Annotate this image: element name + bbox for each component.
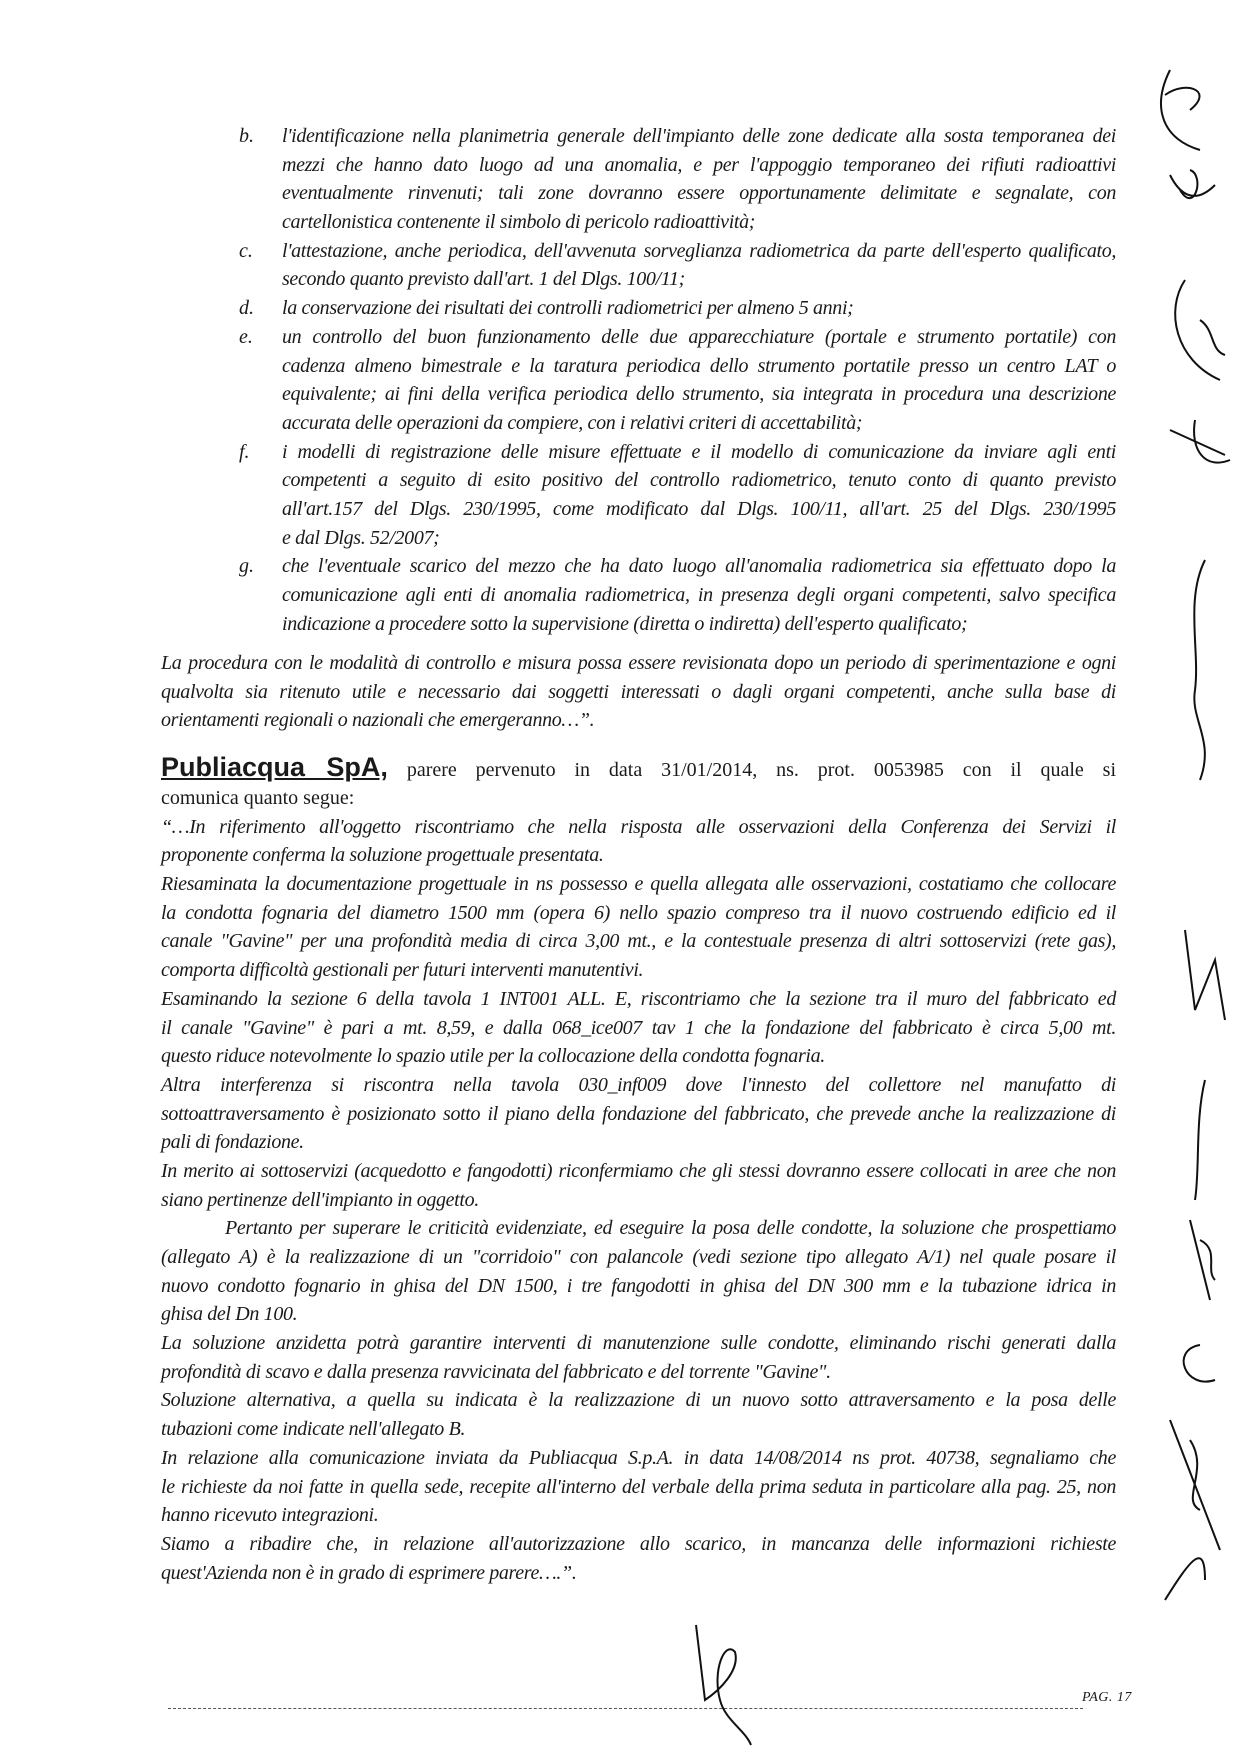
text-line: questo riduce notevolmente lo spazio utile per la collocazione della condotta fognaria.: [161, 1045, 825, 1068]
text-line: orientamenti regionali o nazionali che emergeranno…”.: [161, 709, 595, 732]
text-line: In relazione alla comunicazione inviata da Publiacqua S.p.A. in data 14/08/2014 ns prot. 40738, segnaliamo che: [161, 1446, 1116, 1469]
text-line: che l'eventuale scarico del mezzo che ha dato luogo all'anomalia radiometrica sia effettuato dopo la: [282, 555, 1116, 578]
text-line: Riesaminata la documentazione progettuale in ns possesso e quella allegata alle osservazioni, costatiamo che collocare: [161, 873, 1116, 896]
text-line: comunicazione agli enti di anomalia radiometrica, in presenza degli organi competenti, salvo specifica: [282, 584, 1116, 606]
text-line: secondo quanto previsto dall'art. 1 del Dlgs. 100/11;: [282, 268, 685, 291]
text-line: sottoattraversamento è posizionato sotto il piano della fondazione del fabbricato, che prevede anche la realizzazione di: [161, 1102, 1116, 1125]
text-line: siano pertinenze dell'impianto in oggetto.: [161, 1188, 479, 1211]
list-item-letter: f.: [239, 440, 250, 463]
list-item: [161, 323, 1116, 438]
text-line: accurata delle operazioni da compiere, con i relativi criteri di accettabilità;: [282, 411, 863, 434]
text-line: (allegato A) è la realizzazione di un "corridoio" con palancole (vedi sezione tipo allegato A/1) nel quale posare il: [161, 1246, 1116, 1268]
list-item-letter: e.: [239, 325, 253, 348]
text-line: l'identificazione nella planimetria generale dell'impianto delle zone dedicate alla sosta temporanea dei: [282, 125, 1116, 147]
text-line: nuovo condotto fognario in ghisa del DN 1500, i tre fangodotti in ghisa del DN 300 mm e la tubazione idrica in: [161, 1274, 1116, 1297]
text-line: profondità di scavo e dalla presenza ravvicinata del fabbricato e del torrente "Gavine".: [161, 1360, 831, 1383]
text-line: il canale "Gavine" è pari a mt. 8,59, e dalla 068_ice007 tav 1 che la fondazione del fabbricato è circa 5,00 mt.: [161, 1016, 1116, 1039]
text-line: In merito ai sottoservizi (acquedotto e fangodotti) riconfermiamo che gli stessi dovranno essere collocati in aree che non: [161, 1159, 1116, 1182]
list-item-text: [282, 552, 1116, 638]
initial-mark-2: [1170, 170, 1215, 198]
quote-paragraph: [161, 1214, 1116, 1329]
initial-mark-10: [1165, 1420, 1220, 1600]
quote-paragraph: [161, 985, 1116, 1071]
text-line: canale "Gavine" per una profondità media di circa 3,00 mt., e la contestuale presenza di altri sottoservizi (rete gas),: [161, 930, 1116, 953]
text-line: competenti a seguito di esito positivo del controllo radiometrico, tenuto conto di quanto previsto: [282, 469, 1116, 492]
text-line: i modelli di registrazione delle misure effettuate e il modello di comunicazione da inviare agli enti: [282, 440, 1116, 463]
quote-paragraph: [161, 1444, 1116, 1530]
text-line: la condotta fognaria del diametro 1500 mm (opera 6) nello spazio compreso tra il nuovo costruendo edificio ed il: [161, 901, 1116, 924]
text-line: equivalente; ai fini della verifica periodica dello strumento, sia integrata in procedura una descrizione: [282, 383, 1116, 406]
section-heading: Publiacqua SpA,: [161, 752, 388, 782]
text-line: hanno ricevuto integrazioni.: [161, 1504, 379, 1527]
initial-mark-6: [1185, 930, 1225, 1020]
quote-paragraph: [161, 1386, 1116, 1443]
list-item-letter: g.: [239, 555, 254, 578]
signature-mark: [696, 1625, 751, 1745]
quote-paragraph: [161, 870, 1116, 985]
quote-paragraph: [161, 1530, 1116, 1587]
text-line: pali di fondazione.: [161, 1131, 304, 1154]
initial-mark-4: [1170, 420, 1230, 463]
text-line: La soluzione anzidetta potrà garantire interventi di manutenzione sulle condotte, eliminando rischi generati dalla: [161, 1332, 1116, 1355]
text-line: “…In riferimento all'oggetto riscontriamo che nella risposta alle osservazioni della Conferenza dei Servizi il: [161, 815, 1116, 838]
text-line: la conservazione dei risultati dei controlli radiometrici per almeno 5 anni;: [282, 297, 854, 320]
footer-rule: [168, 1696, 1083, 1709]
list-item-letter: b.: [239, 125, 254, 147]
text-line: Siamo a ribadire che, in relazione all'autorizzazione allo scarico, in mancanza delle informazioni richieste: [161, 1532, 1116, 1555]
list-item-letter: d.: [239, 297, 254, 320]
text-line: eventualmente rinvenuti; tali zone dovranno essere opportunamente delimitate e segnalate, con: [282, 182, 1116, 205]
text-line: mezzi che hanno dato luogo ad una anomalia, e per l'appoggio temporaneo dei rifiuti radioattivi: [282, 153, 1116, 176]
text-line: le richieste da noi fatte in quella sede, recepite all'interno del verbale della prima seduta in particolare alla pag. 25, non: [161, 1475, 1116, 1498]
text-line: Altra interferenza si riscontra nella tavola 030_inf009 dove l'innesto del collettore nel manufatto di: [161, 1073, 1116, 1096]
list-item-text: [282, 438, 1116, 553]
text-line: proponente conferma la soluzione progettuale presentata.: [161, 844, 604, 867]
list-item: [161, 552, 1116, 638]
publiacqua-section: [161, 750, 1116, 1587]
quote-paragraph: [161, 813, 1116, 870]
text-line: l'attestazione, anche periodica, dell'avvenuta sorveglianza radiometrica da parte dell'esperto qualificato,: [282, 239, 1116, 262]
initial-mark-3: [1175, 280, 1225, 380]
text-line: cartellonistica contenente il simbolo di pericolo radioattività;: [282, 211, 756, 234]
text-line: indicazione a procedere sotto la supervisione (diretta o indiretta) dell'esperto qualificato;: [282, 612, 968, 635]
list-item-text: [282, 122, 1116, 237]
text-line: quest'Azienda non è in grado di esprimere parere….”.: [161, 1561, 577, 1584]
list-item: [161, 237, 1116, 294]
text-line: tubazioni come indicate nell'allegato B.: [161, 1418, 466, 1441]
section-intro-continued: comunica quanto segue:: [161, 787, 355, 809]
initial-mark-9: [1184, 1345, 1215, 1382]
quote-paragraph: [161, 1071, 1116, 1157]
list-item-letter: c.: [239, 239, 253, 262]
list-item-text: [282, 294, 1116, 323]
text-line: qualvolta sia ritenuto utile e necessario dai soggetti interessati o dagli organi competenti, anche sulla base di: [161, 680, 1116, 703]
quote-paragraph: [161, 1157, 1116, 1214]
text-line: un controllo del buon funzionamento delle due apparecchiature (portale e strumento portatile) con: [282, 325, 1116, 348]
text-line: Esaminando la sezione 6 della tavola 1 INT001 ALL. E, riscontriamo che la sezione tra il muro del fabbricato ed: [161, 987, 1116, 1010]
text-line: La procedura con le modalità di controllo e misura possa essere revisionata dopo un periodo di sperimentazione e ogni: [161, 652, 1116, 674]
list-item: [161, 294, 1116, 323]
list-item-text: [282, 323, 1116, 438]
list-item-text: [282, 237, 1116, 294]
initial-mark-7: [1195, 1080, 1205, 1200]
initial-mark-1: [1161, 70, 1200, 150]
page-number: PAG. 17: [1082, 1690, 1132, 1705]
text-line: Soluzione alternativa, a quella su indicata è la realizzazione di un nuovo sotto attraversamento e la posa delle: [161, 1389, 1116, 1412]
text-line: cadenza almeno bimestrale e la taratura periodica dello strumento portatile presso un centro LAT o: [282, 354, 1116, 377]
text-line: all'art.157 del Dlgs. 230/1995, come modificato dal Dlgs. 100/11, all'art. 25 del Dlgs. 230/1995: [282, 497, 1116, 520]
text-line: comporta difficoltà gestionali per futuri interventi manutentivi.: [161, 959, 644, 982]
initial-mark-5: [1194, 560, 1205, 780]
requirements-list: [161, 122, 1116, 638]
text-line: Pertanto per superare le criticità evidenziate, ed eseguire la posa delle condotte, la soluzione che prospettiamo: [225, 1217, 1116, 1240]
procedure-paragraph: [161, 649, 1116, 735]
initial-mark-8: [1190, 1220, 1215, 1300]
section-intro: parere pervenuto in data 31/01/2014, ns. prot. 0053985 con il quale si: [406, 759, 1117, 781]
list-item: [161, 438, 1116, 553]
text-line: e dal Dlgs. 52/2007;: [282, 526, 440, 549]
list-item: [161, 122, 1116, 237]
text-line: ghisa del Dn 100.: [161, 1303, 298, 1326]
quote-paragraph: [161, 1329, 1116, 1386]
quoted-opinion: [161, 813, 1116, 1588]
